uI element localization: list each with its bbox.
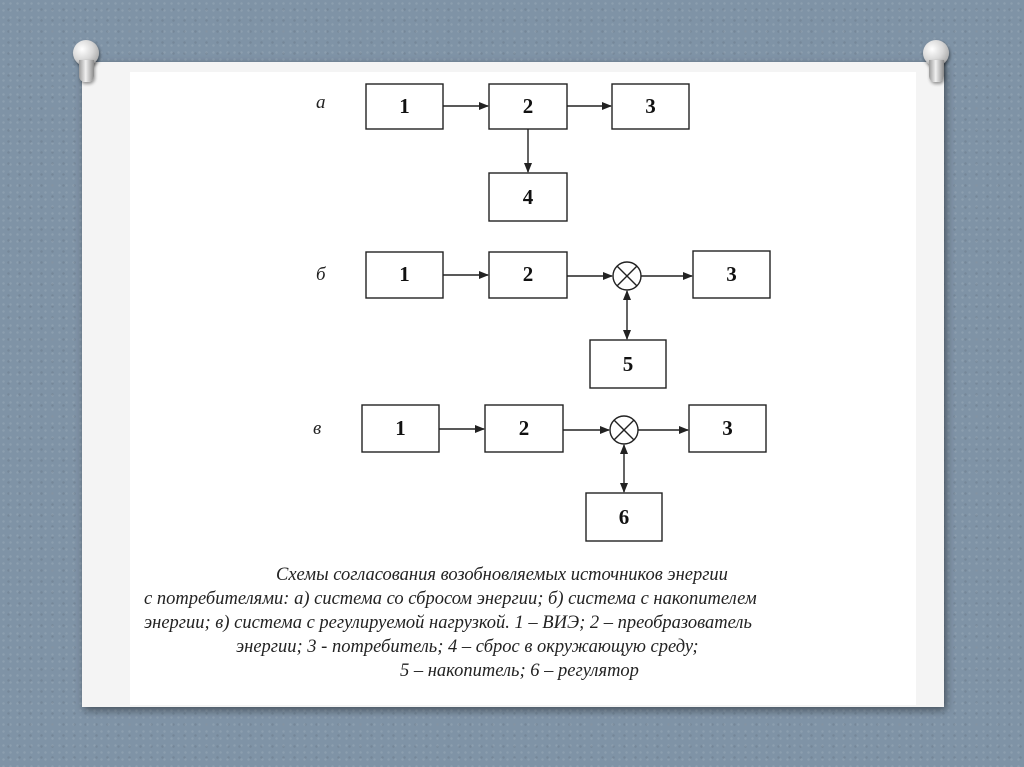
scheme-label: в	[313, 418, 322, 439]
scheme-b	[316, 251, 770, 388]
block-2	[489, 252, 567, 298]
block-3	[693, 251, 770, 298]
svg-text:1: 1	[399, 94, 410, 118]
svg-text:3: 3	[645, 94, 656, 118]
svg-text:3: 3	[726, 262, 737, 286]
svg-text:5: 5	[622, 352, 634, 376]
scheme-c	[313, 405, 766, 541]
block-2	[489, 84, 567, 129]
svg-text:3: 3	[722, 416, 733, 440]
svg-text:2: 2	[522, 94, 534, 118]
caption-line: Схемы согласования возобновляемых источников энергии	[276, 565, 728, 585]
svg-text:6: 6	[618, 505, 630, 529]
caption-line: энергии; в) система с регулируемой нагрузкой. 1 – ВИЭ; 2 – преобразователь	[144, 613, 752, 633]
block-4	[489, 173, 567, 221]
caption-line: с потребителями: а) система со сбросом энергии; б) система с накопителем	[144, 589, 757, 609]
summing-junction-icon	[613, 262, 641, 290]
caption-line: 5 – накопитель; 6 – регулятор	[400, 661, 639, 681]
block-6	[586, 493, 662, 541]
svg-text:2: 2	[518, 416, 530, 440]
scheme-label: а	[316, 92, 326, 113]
block-3	[612, 84, 689, 129]
block-1	[362, 405, 439, 452]
block-1	[366, 84, 443, 129]
figure-caption	[136, 563, 906, 683]
block-3	[689, 405, 766, 452]
svg-text:4: 4	[522, 185, 534, 209]
svg-text:1: 1	[399, 262, 410, 286]
block-2	[485, 405, 563, 452]
scheme-label: б	[316, 264, 326, 285]
svg-text:2: 2	[522, 262, 534, 286]
block-1	[366, 252, 443, 298]
block-5	[590, 340, 666, 388]
caption-line: энергии; 3 - потребитель; 4 – сброс в окружающую среду;	[236, 637, 699, 657]
svg-text:1: 1	[395, 416, 406, 440]
scheme-a	[316, 84, 689, 221]
summing-junction-icon	[610, 416, 638, 444]
